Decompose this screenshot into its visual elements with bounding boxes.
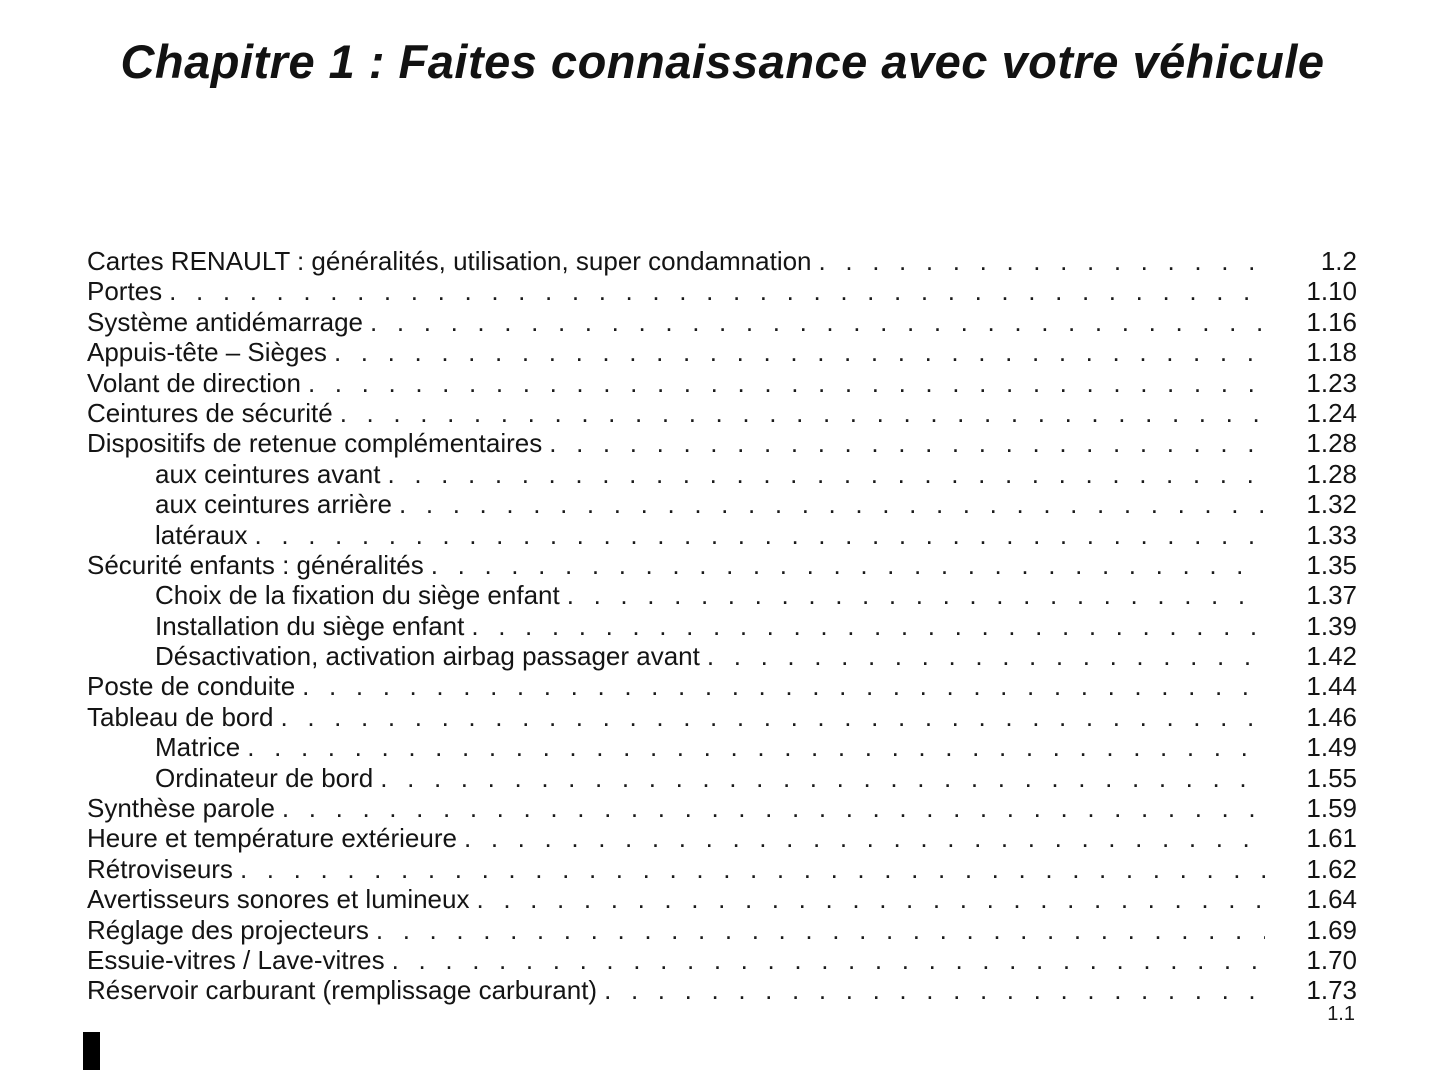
toc-leader-dots xyxy=(340,398,1265,428)
toc-leader-dots xyxy=(370,307,1265,337)
toc-row xyxy=(87,337,1357,367)
toc-entry-label: Cartes RENAULT : généralités, utilisation, super condamnation xyxy=(87,246,812,276)
toc-entry-page: 1.33 xyxy=(1306,519,1357,550)
toc-entry-page: 1.39 xyxy=(1306,610,1357,641)
toc-entry-label: Réglage des projecteurs xyxy=(87,914,369,945)
toc-row xyxy=(87,793,1357,823)
toc-row xyxy=(87,520,1357,550)
toc-entry-label: Ceintures de sécurité xyxy=(87,397,333,428)
toc-entry-label: Installation du siège enfant xyxy=(155,610,465,641)
toc-leader-dots xyxy=(169,276,1265,306)
section-tab-mark xyxy=(83,1032,100,1070)
toc-row xyxy=(87,641,1357,671)
toc-row xyxy=(87,671,1357,701)
toc-entry-label: Essuie-vitres / Lave-vitres xyxy=(87,944,385,975)
toc-row xyxy=(87,368,1357,398)
toc-entry-label: Sécurité enfants : généralités xyxy=(87,549,424,580)
toc-entry-label: Système antidémarrage xyxy=(87,306,364,337)
toc-leader-dots xyxy=(280,702,1265,732)
toc-entry-page: 1.28 xyxy=(1306,458,1357,489)
toc-row xyxy=(87,945,1357,975)
toc-leader-dots xyxy=(282,793,1265,823)
toc-leader-dots xyxy=(819,246,1265,276)
toc-entry-label: Réservoir carburant (remplissage carburant) xyxy=(87,975,598,1006)
toc-entry-page: 1.62 xyxy=(1306,853,1357,884)
page-number-footer: 1.1 xyxy=(1327,1003,1355,1025)
toc-entry-page: 1.16 xyxy=(1306,306,1357,337)
toc-entry-page: 1.28 xyxy=(1306,428,1357,459)
toc-leader-dots xyxy=(604,975,1265,1005)
toc-entry-page: 1.2 xyxy=(1320,246,1357,276)
toc-entry-page: 1.42 xyxy=(1306,641,1357,672)
toc-leader-dots xyxy=(308,368,1265,398)
toc-leader-dots xyxy=(247,732,1265,762)
toc-row xyxy=(87,246,1357,276)
toc-entry-label: Volant de direction xyxy=(87,367,301,398)
toc-entry-page: 1.18 xyxy=(1306,337,1357,368)
toc-row xyxy=(87,459,1357,489)
toc-leader-dots xyxy=(476,884,1265,914)
toc-leader-dots xyxy=(471,611,1265,641)
toc-row xyxy=(87,732,1357,762)
toc-entry-label: Appuis-tête – Sièges xyxy=(87,337,327,368)
toc-leader-dots xyxy=(392,945,1265,975)
toc-leader-dots xyxy=(399,489,1265,519)
toc-entry-page: 1.59 xyxy=(1306,793,1357,824)
toc-entry-label: Synthèse parole xyxy=(87,793,275,824)
toc-row xyxy=(87,276,1357,306)
toc-entry-label: Ordinateur de bord xyxy=(155,762,374,793)
toc-entry-label: Poste de conduite xyxy=(87,671,296,702)
toc-entry-label: Choix de la fixation du siège enfant xyxy=(155,580,560,611)
toc-leader-dots xyxy=(567,580,1265,610)
toc-row xyxy=(87,307,1357,337)
toc-entry-label: Désactivation, activation airbag passager avant xyxy=(155,641,700,672)
toc-entry-label: Matrice xyxy=(155,732,241,763)
toc-row xyxy=(87,489,1357,519)
toc-leader-dots xyxy=(302,671,1265,701)
toc-row xyxy=(87,915,1357,945)
toc-leader-dots xyxy=(707,641,1265,671)
toc-entry-page: 1.55 xyxy=(1306,762,1357,793)
toc-leader-dots xyxy=(376,915,1265,945)
toc-row xyxy=(87,823,1357,853)
toc-entry-page: 1.10 xyxy=(1306,276,1357,307)
toc-entry-label: Rétroviseurs xyxy=(87,853,233,884)
toc-entry-page: 1.37 xyxy=(1306,580,1357,611)
toc-entry-page: 1.64 xyxy=(1306,884,1357,915)
toc-entry-label: Avertisseurs sonores et lumineux xyxy=(87,884,470,915)
toc-entry-page: 1.69 xyxy=(1306,914,1357,945)
toc-row xyxy=(87,398,1357,428)
toc-entry-label: Dispositifs de retenue complémentaires xyxy=(87,428,543,459)
toc-entry-page: 1.32 xyxy=(1306,489,1357,520)
toc-leader-dots xyxy=(255,520,1266,550)
toc-row xyxy=(87,580,1357,610)
toc-row xyxy=(87,550,1357,580)
toc-leader-dots xyxy=(549,428,1265,458)
toc-entry-page: 1.61 xyxy=(1306,823,1357,854)
toc-row xyxy=(87,854,1357,884)
toc-leader-dots xyxy=(240,854,1265,884)
toc-leader-dots xyxy=(387,459,1265,489)
toc-row xyxy=(87,975,1357,1005)
toc-entry-page: 1.49 xyxy=(1306,732,1357,763)
toc-entry-page: 1.23 xyxy=(1306,367,1357,398)
toc-entry-page: 1.35 xyxy=(1306,549,1357,580)
toc-entry-page: 1.24 xyxy=(1306,397,1357,428)
toc-entry-label: latéraux xyxy=(155,519,248,550)
chapter-title: Chapitre 1 : Faites connaissance avec votre véhicule xyxy=(120,35,1325,88)
toc-entry-label: aux ceintures arrière xyxy=(155,489,392,520)
toc-leader-dots xyxy=(380,763,1265,793)
toc-entry-page: 1.44 xyxy=(1306,671,1357,702)
toc-leader-dots xyxy=(431,550,1265,580)
toc-entry-label: Heure et température extérieure xyxy=(87,823,457,854)
toc-entry-page: 1.46 xyxy=(1306,701,1357,732)
toc-list xyxy=(87,246,1357,1006)
toc-row xyxy=(87,428,1357,458)
toc-entry-label: Tableau de bord xyxy=(87,701,274,732)
toc-leader-dots xyxy=(464,823,1265,853)
toc-row xyxy=(87,763,1357,793)
toc-leader-dots xyxy=(334,337,1265,367)
toc-entry-page: 1.70 xyxy=(1306,944,1357,975)
toc-row xyxy=(87,884,1357,914)
toc-entry-label: Portes xyxy=(87,276,163,307)
toc-row xyxy=(87,702,1357,732)
toc-entry-page: 1.73 xyxy=(1306,975,1357,1006)
toc-row xyxy=(87,611,1357,641)
toc-entry-label: aux ceintures avant xyxy=(155,458,381,489)
